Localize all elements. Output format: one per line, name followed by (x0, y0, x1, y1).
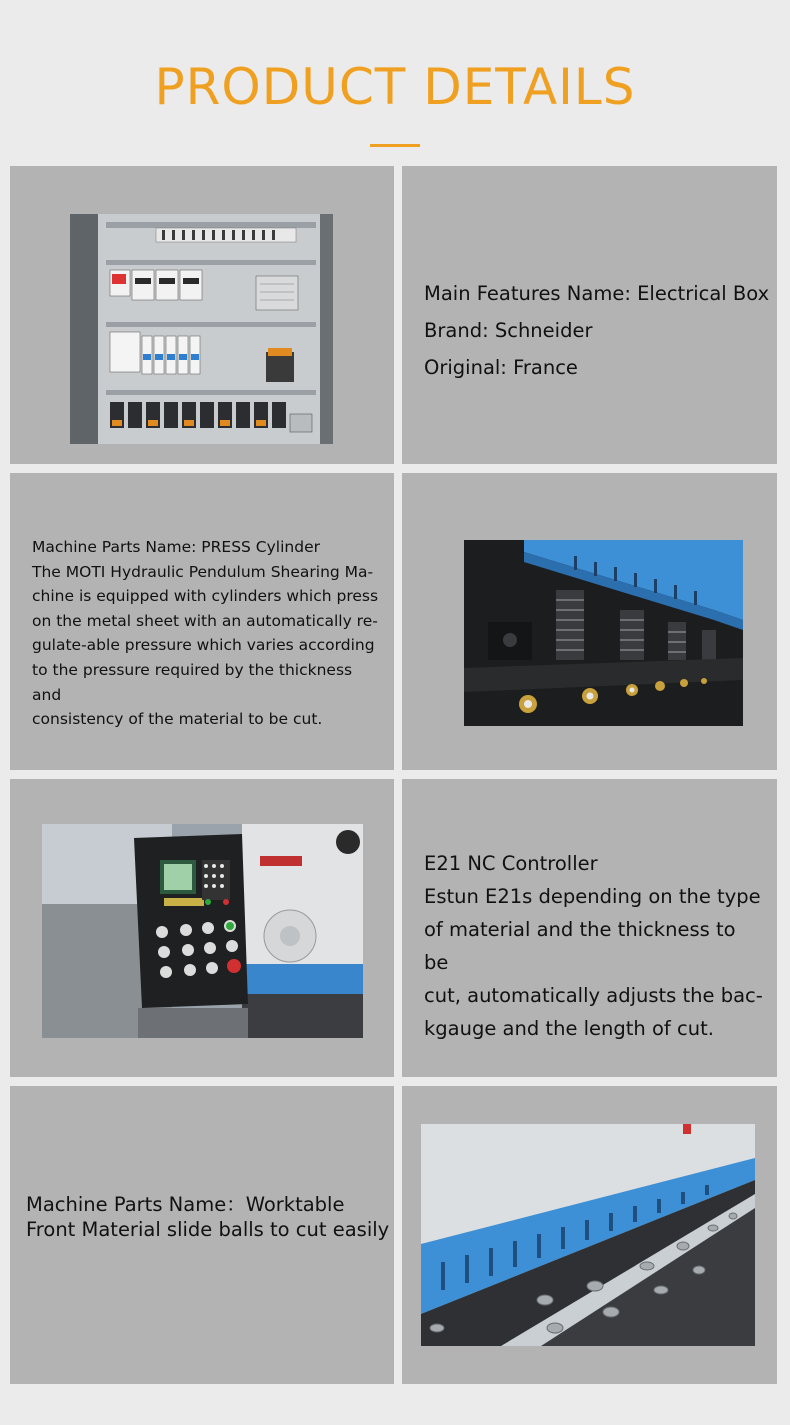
press-cylinder-photo (464, 540, 743, 726)
electrical-box-description (424, 275, 769, 386)
description-line: to the pressure required by the thickness and (32, 660, 353, 704)
description-line: Brand: Schneider (424, 319, 593, 342)
page-title: PRODUCT DETAILS (154, 58, 636, 116)
description-line: Original: France (424, 356, 578, 379)
description-line: Main Features Name: Electrical Box (424, 282, 770, 305)
description-line: kgauge and the length of cut. (424, 1017, 714, 1040)
description-line: chine is equipped with cylinders which press (32, 587, 379, 606)
description-line: cut, automatically adjusts the bac- (424, 984, 763, 1007)
controller-description (424, 847, 764, 1045)
title-underline (370, 144, 420, 147)
press-cylinder-description (32, 535, 382, 732)
description-line: on the metal sheet with an automatically re- (32, 611, 378, 630)
description-line: Estun E21s depending on the type (424, 885, 761, 908)
description-line: of material and the thickness to be (424, 918, 736, 974)
description-line: E21 NC Controller (424, 852, 598, 875)
worktable-photo (421, 1124, 755, 1346)
worktable-description (26, 1192, 391, 1242)
description-line: Machine Parts Name：Worktable (26, 1193, 345, 1216)
description-line: Machine Parts Name: PRESS Cylinder (32, 538, 320, 556)
electrical-box-photo (70, 214, 333, 444)
description-line: Front Material slide balls to cut easily (26, 1218, 390, 1241)
description-line: The MOTI Hydraulic Pendulum Shearing Ma- (32, 562, 374, 581)
description-line: gulate-able pressure which varies according (32, 636, 375, 655)
description-line: consistency of the material to be cut. (32, 710, 323, 729)
e21-controller-photo (42, 824, 363, 1038)
